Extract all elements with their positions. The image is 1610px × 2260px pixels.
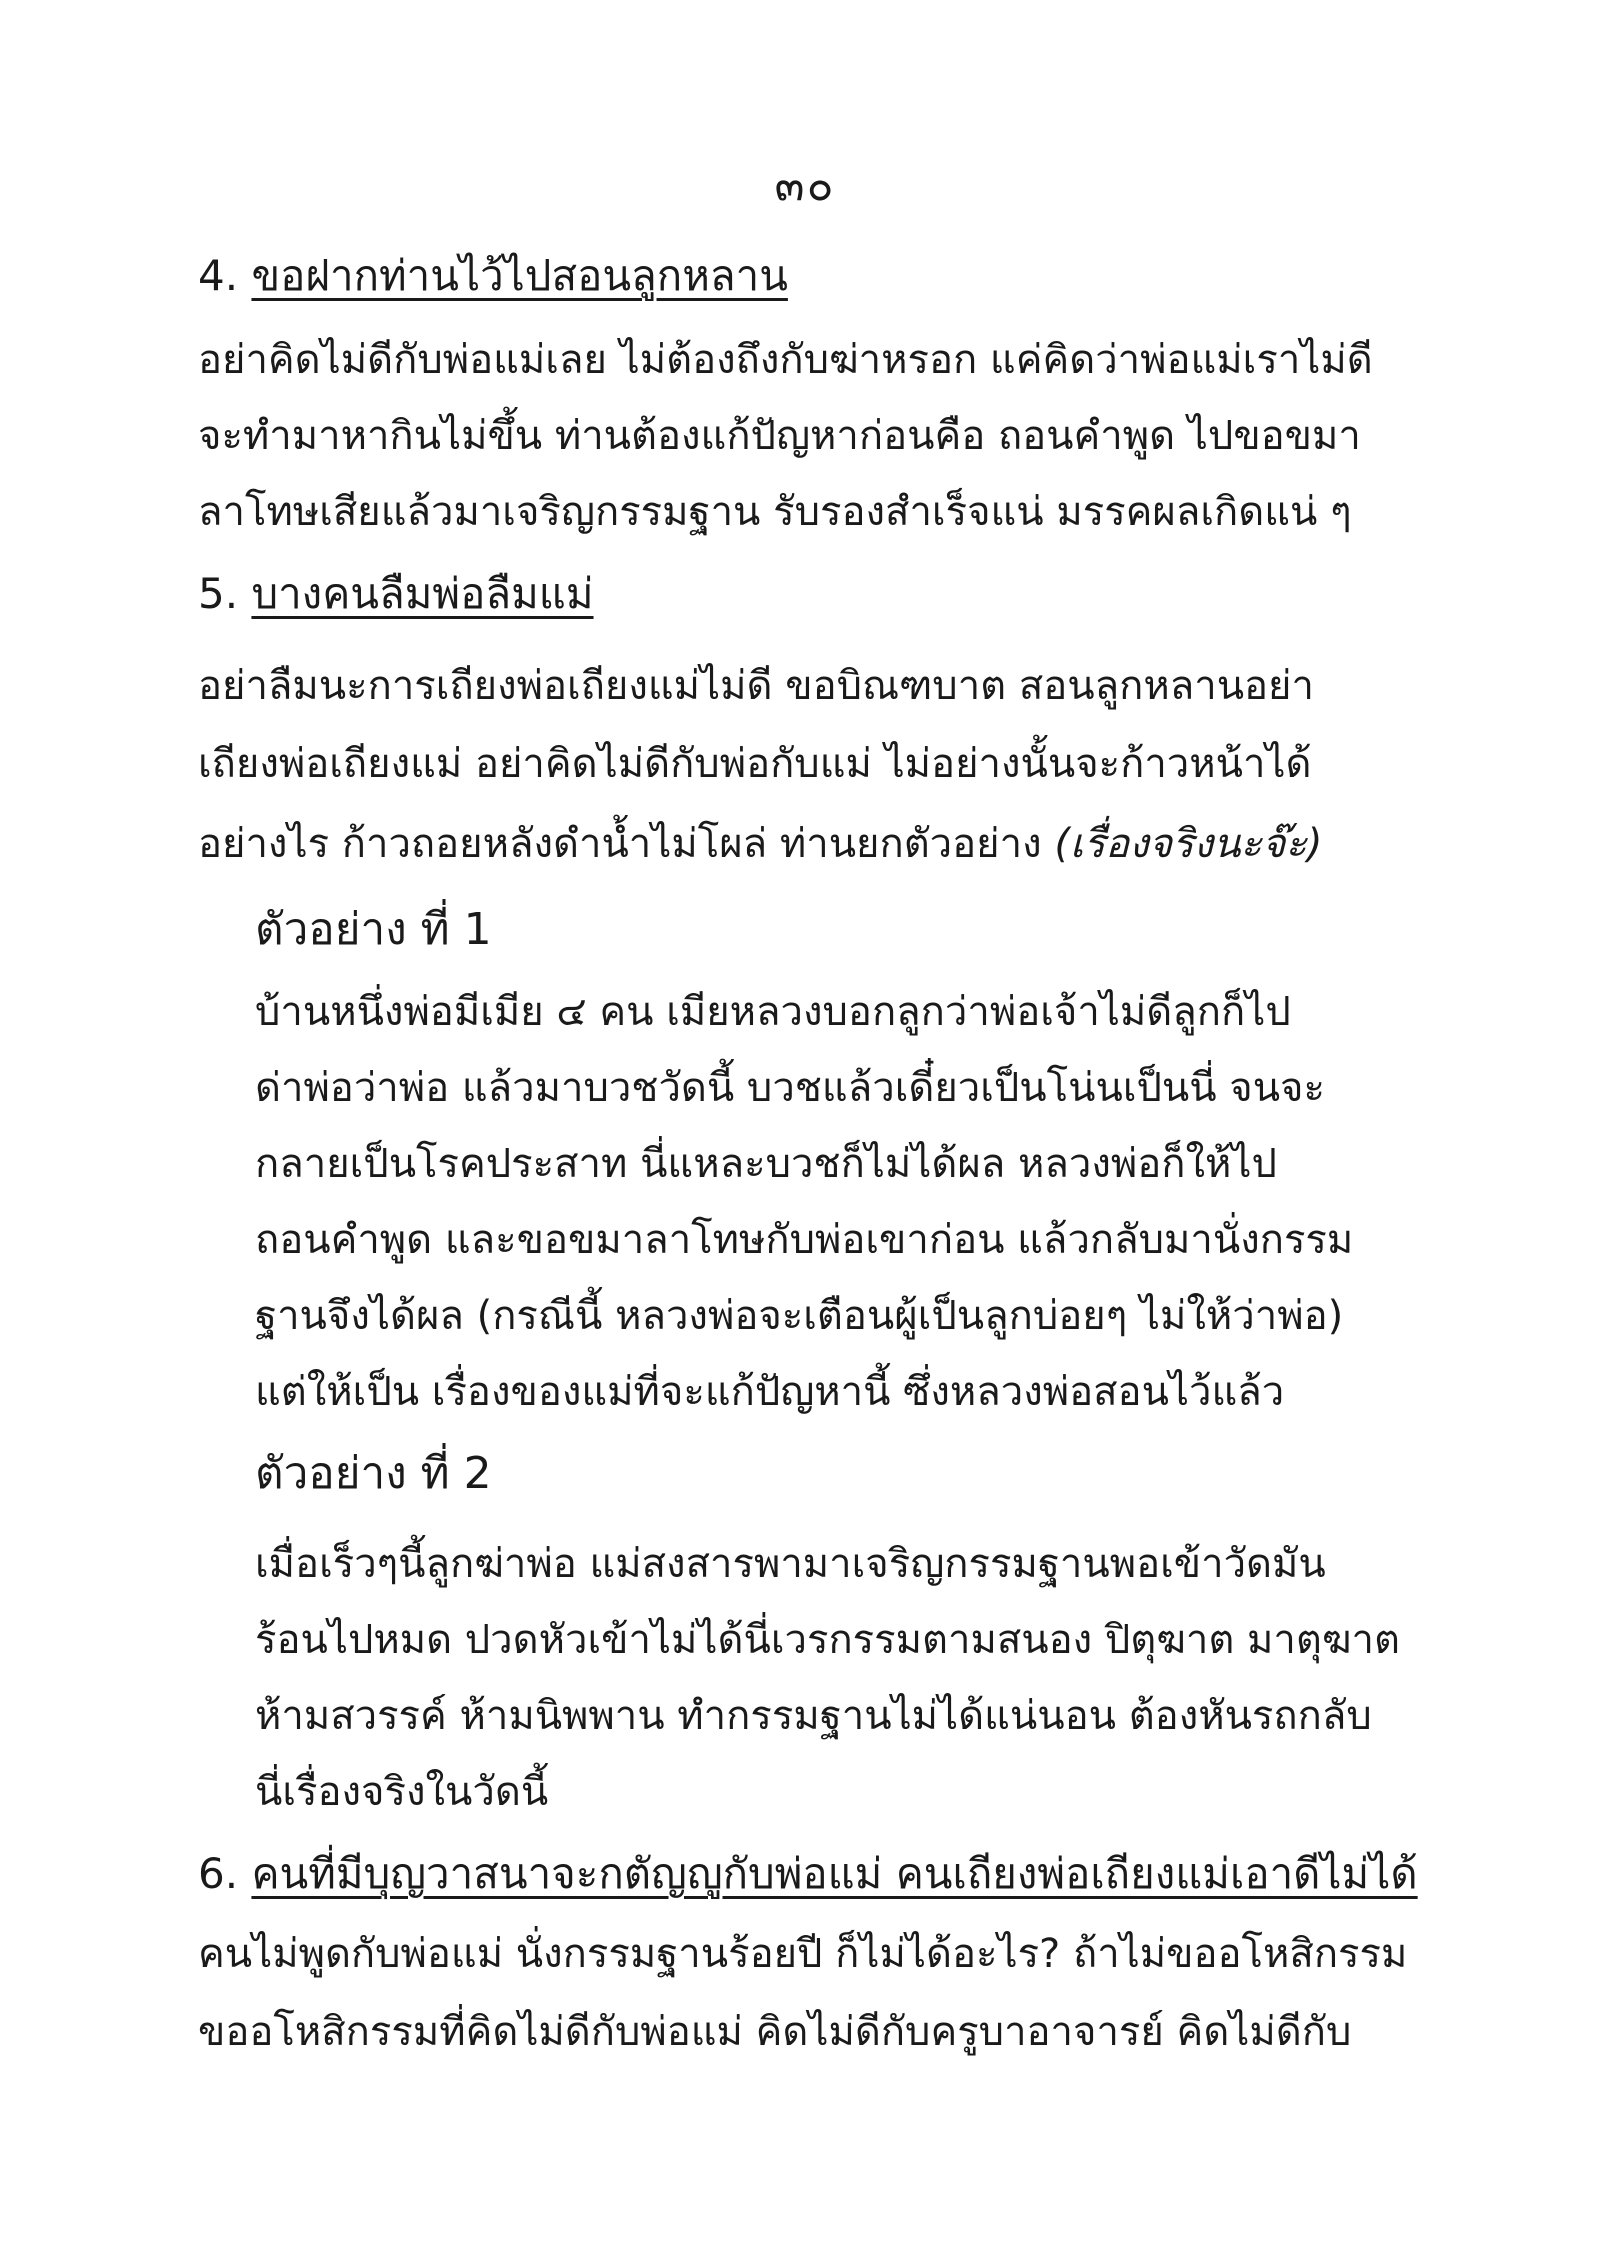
example-line: ห้ามสวรรค์ ห้ามนิพพาน ทำกรรมฐานไม่ได้แน่นอน ต้องหันรถกลับ — [255, 1693, 1372, 1739]
note-text: (เรื่องจริงนะจ๊ะ) — [1054, 821, 1323, 867]
paragraph-line: เถียงพ่อเถียงแม่ อย่าคิดไม่ดีกับพ่อกับแม่ ไม่อย่างนั้นจะก้าวหน้าได้ — [198, 741, 1312, 787]
example-line: แต่ให้เป็น เรื่องของแม่ที่จะแก้ปัญหานี้ ซึ่งหลวงพ่อสอนไว้แล้ว — [255, 1369, 1285, 1415]
section-number: 5. — [198, 569, 239, 618]
example-line: นี่เรื่องจริงในวัดนี้ — [255, 1769, 549, 1815]
paragraph-line: อย่าลืมนะการเถียงพ่อเถียงแม่ไม่ดี ขอบิณฑบาต สอนลูกหลานอย่า — [198, 663, 1314, 709]
example-line: ร้อนไปหมด ปวดหัวเข้าไม่ได้นี่เวรกรรมตามสนอง ปิตุฆาต มาตุฆาต — [255, 1617, 1400, 1663]
paragraph-text: อย่างไร ก้าวถอยหลังดำน้ำไม่โผล่ ท่านยกตัวอย่าง — [198, 821, 1042, 867]
paragraph-line: จะทำมาหากินไม่ขึ้น ท่านต้องแก้ปัญหาก่อนคือ ถอนคำพูด ไปขอขมา — [198, 413, 1361, 459]
example-1-title: ตัวอย่าง ที่ 1 — [255, 904, 492, 955]
example-2-title: ตัวอย่าง ที่ 2 — [255, 1448, 492, 1499]
section-4-heading — [198, 250, 788, 302]
paragraph-line — [198, 818, 1322, 870]
section-number: 6. — [198, 1849, 239, 1898]
paragraph-line: ขออโหสิกรรมที่คิดไม่ดีกับพ่อแม่ คิดไม่ดีกับครูบาอาจารย์ คิดไม่ดีกับ — [198, 2009, 1352, 2055]
section-number: 4. — [198, 251, 239, 300]
example-line: ถอนคำพูด และขอขมาลาโทษกับพ่อเขาก่อน แล้วกลับมานั่งกรรม — [255, 1217, 1354, 1263]
section-title: ขอฝากท่านไว้ไปสอนลูกหลาน — [251, 251, 788, 300]
example-line: ด่าพ่อว่าพ่อ แล้วมาบวชวัดนี้ บวชแล้วเดี๋ยวเป็นโน่นเป็นนี่ จนจะ — [255, 1065, 1325, 1111]
paragraph-line: ลาโทษเสียแล้วมาเจริญกรรมฐาน รับรองสำเร็จแน่ มรรคผลเกิดแน่ ๆ — [198, 489, 1352, 535]
section-title: คนที่มีบุญวาสนาจะกตัญญูกับพ่อแม่ คนเถียงพ่อเถียงแม่เอาดีไม่ได้ — [251, 1849, 1418, 1898]
section-title: บางคนลืมพ่อลืมแม่ — [251, 569, 594, 618]
section-5-heading — [198, 568, 594, 620]
example-line: กลายเป็นโรคประสาท นี่แหละบวชก็ไม่ได้ผล หลวงพ่อก็ให้ไป — [255, 1141, 1277, 1187]
example-line: ฐานจึงได้ผล (กรณีนี้ หลวงพ่อจะเตือนผู้เป็นลูกบ่อยๆ ไม่ให้ว่าพ่อ) — [255, 1293, 1344, 1339]
example-line: บ้านหนึ่งพ่อมีเมีย ๔ คน เมียหลวงบอกลูกว่าพ่อเจ้าไม่ดีลูกก็ไป — [255, 989, 1291, 1035]
example-line: เมื่อเร็วๆนี้ลูกฆ่าพ่อ แม่สงสารพามาเจริญกรรมฐานพอเข้าวัดมัน — [255, 1541, 1326, 1587]
page-number: ๓๐ — [774, 160, 836, 211]
paragraph-line: อย่าคิดไม่ดีกับพ่อแม่เลย ไม่ต้องถึงกับฆ่าหรอก แค่คิดว่าพ่อแม่เราไม่ดี — [198, 337, 1373, 383]
paragraph-line: คนไม่พูดกับพ่อแม่ นั่งกรรมฐานร้อยปี ก็ไม่ได้อะไร? ถ้าไม่ขออโหสิกรรม — [198, 1931, 1408, 1977]
section-6-heading — [198, 1848, 1418, 1900]
